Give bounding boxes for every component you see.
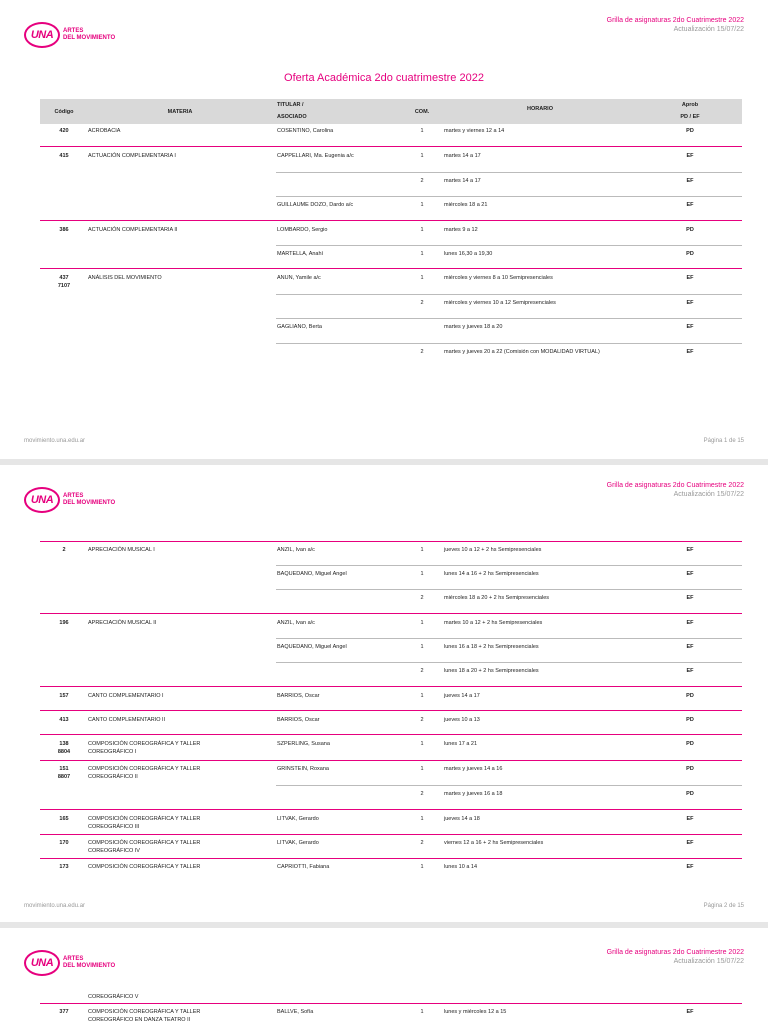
row-divider — [40, 734, 742, 735]
una-logo — [24, 487, 115, 513]
document-title: Oferta Académica 2do cuatrimestre 2022 — [284, 72, 484, 84]
table-row: 413 CANTO COMPLEMENTARIO II BARRIOS, Oscar 2 jueves 10 a 13 PD — [59, 717, 694, 723]
table-row: 2 miércoles 18 a 20 + 2 hs Semipresenciales EF — [420, 595, 694, 601]
table-row: BAQUEDANO, Miguel Angel 1 lunes 16 a 18 + 2 hs Semipresenciales EF — [277, 644, 694, 650]
header-title: Grilla de asignaturas 2do Cuatrimestre 2022 — [606, 482, 744, 489]
table-row: 2 APRECIACIÓN MUSICAL I ANZIL, Ivan a/c 1 jueves 10 a 12 + 2 hs Semipresenciales EF — [62, 547, 694, 553]
row-divider — [40, 613, 742, 614]
footer-page: Página 2 de 15 — [703, 903, 744, 909]
una-logo — [24, 950, 115, 976]
table-row: 386 ACTUACIÓN COMPLEMENTARIA II LOMBARDO, Sergio 1 martes 9 a 12 PD — [59, 227, 694, 233]
col-approval-2: PD / EF — [680, 114, 700, 120]
page-1 — [0, 0, 768, 459]
row-divider — [40, 686, 742, 687]
row-divider — [40, 220, 742, 221]
logo-mark: UNA — [24, 487, 60, 513]
footer-url: movimiento.una.edu.ar — [24, 903, 86, 909]
col-holder-1: TITULAR / — [277, 102, 304, 108]
table-row: 415 ACTUACIÓN COMPLEMENTARIA I CAPPELLARI, Ma. Eugenia a/c 1 martes 14 a 17 EF — [59, 153, 694, 159]
sub-row-divider — [276, 589, 742, 590]
table-row: BAQUEDANO, Miguel Angel 1 lunes 14 a 16 + 2 hs Semipresenciales EF — [277, 571, 694, 577]
table-row: COREOGRÁFICO V — [88, 994, 139, 1000]
table-row: 377 COMPOSICIÓN COREOGRÁFICA Y TALLER COREOGRÁFICO EN DANZA TEATRO II BALLVE, Sofía 1 lunes y miércoles 12 a 15 EF — [59, 1009, 694, 1023]
logo-line-2: DEL MOVIMIENTO — [63, 500, 116, 506]
page-2 — [0, 465, 768, 922]
una-logo — [24, 22, 115, 48]
header-update: Actualización 15/07/22 — [673, 491, 744, 498]
table-row: 151 8807 COMPOSICIÓN COREOGRÁFICA Y TALLER COREOGRÁFICO II GRINSTEIN, Roxana 1 martes y jueves 14 a 16 PD — [57, 766, 694, 780]
table-row: 165 COMPOSICIÓN COREOGRÁFICA Y TALLER COREOGRÁFICO III LITVAK, Gerardo 1 jueves 14 a 18 EF — [59, 816, 694, 830]
table-row: GAGLIANO, Berta martes y jueves 18 a 20 EF — [277, 324, 694, 330]
header-update: Actualización 15/07/22 — [673, 958, 744, 965]
row-divider — [40, 268, 742, 269]
header-title: Grilla de asignaturas 2do Cuatrimestre 2022 — [606, 949, 744, 956]
logo-line-1: ARTES — [63, 493, 84, 499]
table-row: MARTELLA, Anahí 1 lunes 16,30 a 19,30 PD — [277, 251, 694, 257]
sub-row-divider — [276, 343, 742, 344]
row-divider — [40, 809, 742, 810]
header-info — [607, 16, 744, 34]
table-row: 2 martes y jueves 16 a 18 PD — [420, 791, 694, 797]
col-approval-1: Aprob — [681, 102, 699, 108]
header-info — [607, 481, 744, 499]
table-row: 170 COMPOSICIÓN COREOGRÁFICA Y TALLER COREOGRÁFICO IV LITVAK, Gerardo 2 viernes 12 a 16 + 2 hs Semipresenciales EF — [59, 840, 694, 854]
row-divider — [40, 858, 742, 859]
row-divider — [40, 541, 742, 542]
logo-mark: UNA — [24, 950, 60, 976]
table-row: 2 miércoles y viernes 10 a 12 Semipresenciales EF — [420, 300, 694, 306]
logo-mark: UNA — [24, 22, 60, 48]
header-info — [607, 948, 744, 966]
sub-row-divider — [276, 294, 742, 295]
sub-row-divider — [276, 565, 742, 566]
table-row: 196 APRECIACIÓN MUSICAL II ANZIL, Ivan a/c 1 martes 10 a 12 + 2 hs Semipresenciales EF — [59, 620, 694, 626]
row-divider — [40, 834, 742, 835]
logo-line-1: ARTES — [63, 956, 84, 962]
row-divider — [40, 760, 742, 761]
col-com: COM. — [414, 109, 430, 115]
table-row: 437 7107 ANÁLISIS DEL MOVIMIENTO ANUN, Yamile a/c 1 miércoles y viernes 8 a 10 Semipresenciales EF — [57, 275, 694, 289]
table-row: 138 8804 COMPOSICIÓN COREOGRÁFICA Y TALLER COREOGRÁFICO I SZPERLING, Susana 1 lunes 17 a 21 PD — [57, 741, 694, 755]
table-header — [40, 99, 742, 124]
header-update: Actualización 15/07/22 — [673, 26, 744, 33]
sub-row-divider — [276, 196, 742, 197]
page-3 — [0, 928, 768, 1024]
row-divider — [40, 1003, 742, 1004]
sub-row-divider — [276, 638, 742, 639]
sub-row-divider — [276, 318, 742, 319]
sub-row-divider — [276, 172, 742, 173]
sub-row-divider — [276, 785, 742, 786]
col-code: Código — [54, 109, 74, 115]
table-row: 157 CANTO COMPLEMENTARIO I BARRIOS, Oscar 1 jueves 14 a 17 PD — [59, 693, 694, 699]
logo-line-2: DEL MOVIMIENTO — [63, 963, 116, 969]
table-row: 420 ACROBACIA COSENTINO, Carolina 1 martes y viernes 12 a 14 PD — [59, 128, 694, 134]
col-schedule: HORARIO — [527, 106, 553, 112]
sub-row-divider — [276, 245, 742, 246]
sub-row-divider — [276, 662, 742, 663]
table-row: 2 martes y jueves 20 a 22 (Comisión con MODALIDAD VIRTUAL) EF — [420, 349, 694, 355]
header-title: Grilla de asignaturas 2do Cuatrimestre 2022 — [606, 17, 744, 24]
row-divider — [40, 710, 742, 711]
table-row: 2 lunes 18 a 20 + 2 hs Semipresenciales EF — [420, 668, 694, 674]
logo-line-1: ARTES — [63, 28, 84, 34]
table-row: 2 martes 14 a 17 EF — [420, 178, 694, 184]
col-subject: MATERIA — [167, 109, 193, 115]
logo-line-2: DEL MOVIMIENTO — [63, 35, 116, 41]
col-holder-2: ASOCIADO — [277, 114, 307, 120]
footer-url: movimiento.una.edu.ar — [24, 438, 86, 444]
table-row: GUILLAUME DOZO, Dardo a/c 1 miércoles 18 a 21 EF — [277, 202, 694, 208]
footer-page: Página 1 de 15 — [703, 438, 744, 444]
table-row: 173 COMPOSICIÓN COREOGRÁFICA Y TALLER CAPRIOTTI, Fabiana 1 lunes 10 a 14 EF — [59, 864, 694, 870]
row-divider — [40, 146, 742, 147]
